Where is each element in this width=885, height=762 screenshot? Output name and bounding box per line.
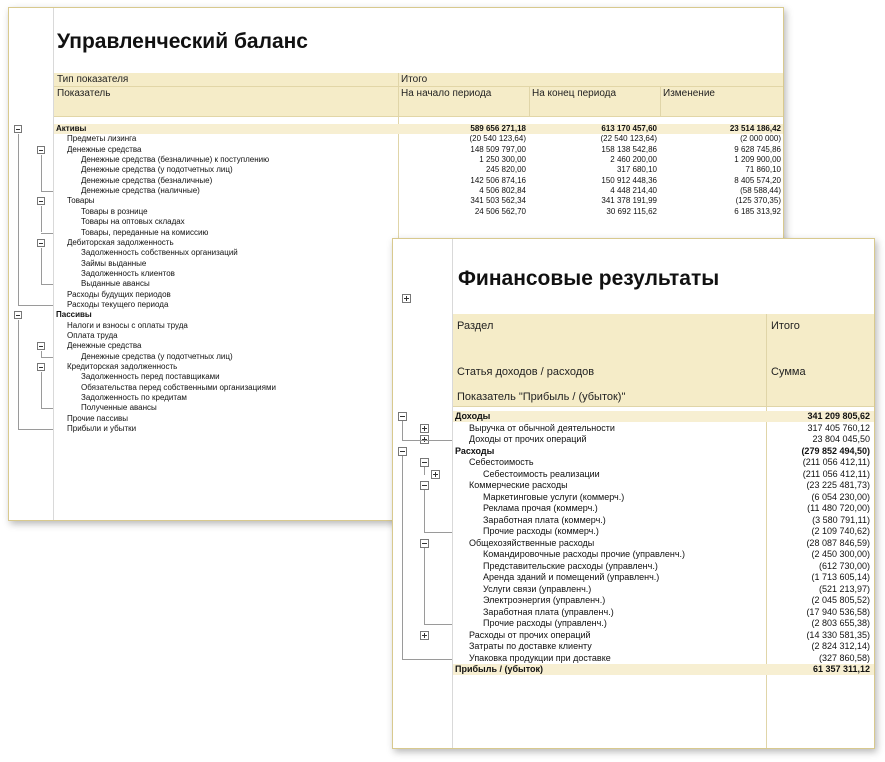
row-label: Расходы будущих периодов [67,289,171,299]
collapse-minus-icon[interactable] [14,125,22,133]
row-label: Товары на оптовых складах [81,217,185,227]
tree-line [41,206,42,232]
table-row[interactable] [453,641,874,652]
table-row[interactable] [453,618,874,629]
row-value: (327 860,58) [818,652,870,663]
financial-results-panel [392,238,875,749]
row-label: Маркетинговые услуги (коммерч.) [483,491,625,502]
row-label: Затраты по доставке клиенту [469,641,592,651]
row-label: Товары [67,196,95,206]
row-value: (2 803 655,38) [811,618,870,628]
tree-line [424,624,452,625]
value-change: 23 514 186,42 [729,124,781,133]
collapse-minus-icon[interactable] [14,311,22,319]
header-sum-label[interactable]: Сумма [771,366,806,378]
row-label: Денежные средства [67,341,142,351]
collapse-minus-icon[interactable] [37,342,45,350]
row-value: (23 225 481,73) [806,480,870,490]
header-total-label: Итого [771,320,800,332]
tree-line [18,305,53,306]
row-value: 61 357 311,12 [812,664,870,674]
row-label: Пассивы [56,310,92,320]
table-row[interactable] [453,595,874,606]
collapse-minus-icon[interactable] [37,239,45,247]
value-change: (2 000 000) [740,134,781,144]
table-row[interactable] [54,165,783,175]
expand-plus-icon[interactable] [402,294,411,303]
tree-line [41,372,42,408]
tree-line [41,408,53,409]
report-title: Управленческий баланс [57,30,308,53]
row-label: Денежные средства (у подотчетных лиц) [81,351,233,361]
row-label: Прибыли и убытки [67,424,137,434]
row-value: (2 109 740,62) [811,526,870,536]
row-label: Обязательства перед собственными организациями [81,382,276,392]
row-label: Заработная плата (управленч.) [483,606,614,617]
collapse-minus-icon[interactable] [420,481,429,490]
value-end: 341 378 191,99 [601,196,657,206]
value-end: 2 460 200,00 [610,155,657,165]
header-row-columns [54,87,783,117]
row-label: Займы выданные [81,258,147,268]
value-start: 589 656 271,18 [470,124,526,133]
row-label: Аренда зданий и помещений (управленч.) [483,572,660,582]
header-col-start[interactable]: На начало периода [401,88,492,99]
row-label: Товары в рознице [81,206,148,216]
header-indicator-label: Показатель "Прибыль / (убыток)" [457,391,626,403]
row-label: Дебиторская задолженность [67,237,174,247]
table-row[interactable] [453,572,874,583]
header-article-label: Статья доходов / расходов [457,366,595,378]
collapse-minus-icon[interactable] [398,447,407,456]
row-value: (28 087 846,59) [806,537,870,548]
table-row[interactable] [453,561,874,572]
row-label: Прочие расходы (управленч.) [483,618,607,628]
row-label: Денежные средства (у подотчетных лиц) [81,165,233,175]
row-label: Коммерческие расходы [469,480,568,490]
tree-line [18,320,19,429]
tree-line [424,548,425,625]
value-start: 245 820,00 [485,165,526,175]
tree-line [402,659,452,660]
tree-gutter [9,8,54,520]
header-col-end[interactable]: На конец периода [532,88,617,99]
row-label: Денежные средства [67,144,142,154]
value-end: 158 138 542,86 [601,144,657,154]
row-label: Заработная плата (коммерч.) [483,514,606,525]
tree-line [424,532,452,533]
table-row[interactable] [453,446,874,457]
table-row[interactable] [54,196,783,206]
row-label: Задолженность собственных организаций [81,248,238,258]
table-row[interactable] [453,423,874,434]
row-value: (2 450 300,00) [811,549,870,559]
row-label: Доходы [455,411,491,421]
tree-line [41,357,53,358]
row-value: (612 730,00) [818,560,870,571]
row-value: (1 713 605,14) [811,572,870,582]
tree-line [41,155,42,191]
collapse-minus-icon[interactable] [37,146,45,154]
collapse-minus-icon[interactable] [420,539,429,548]
collapse-minus-icon[interactable] [398,412,407,421]
header-section-label: Раздел [457,320,494,332]
row-value: (521 213,97) [818,583,870,594]
header-block [453,314,874,407]
table-row[interactable] [453,664,874,675]
tree-line [41,191,53,192]
row-label: Денежные средства (безналичные) [81,175,213,185]
row-label: Себестоимость реализации [483,468,600,479]
report-title: Финансовые результаты [458,267,720,290]
table-row[interactable] [54,145,783,155]
row-label: Полученные авансы [81,403,157,413]
collapse-minus-icon[interactable] [420,458,429,467]
table-row[interactable] [453,492,874,503]
value-start: (20 540 123,64) [469,134,526,144]
table-row[interactable] [453,515,874,526]
row-label: Активы [56,124,87,133]
table-row[interactable] [453,607,874,618]
value-end: 150 912 448,36 [601,175,657,185]
row-label: Расходы от прочих операций [469,629,591,640]
row-value: 341 209 805,62 [807,411,870,421]
row-label: Выданные авансы [81,279,150,289]
table-row[interactable] [54,186,783,196]
table-row[interactable] [453,457,874,468]
table-row[interactable] [54,124,783,134]
row-label: Электроэнергия (управленч.) [483,595,606,605]
row-value: (279 852 494,50) [801,445,870,456]
row-label: Задолженность клиентов [81,268,175,278]
row-label: Общехозяйственные расходы [469,537,595,548]
tree-line [402,421,403,440]
value-end: 30 692 115,62 [606,206,657,216]
value-start: 341 503 562,34 [470,196,526,206]
value-start: 148 509 797,00 [470,144,526,154]
value-change: 8 405 574,20 [734,175,781,185]
row-label: Задолженность перед поставщиками [81,372,220,382]
value-start: 142 506 874,16 [470,175,526,185]
row-value: (6 054 230,00) [811,491,870,502]
table-row[interactable] [453,526,874,537]
header-total-label: Итого [401,74,428,85]
table-row[interactable] [453,549,874,560]
value-end: 317 680,10 [616,165,657,175]
row-label: Денежные средства (безналичные) к поступлению [81,155,270,165]
row-label: Товары, переданные на комиссию [81,227,209,237]
row-label: Реклама прочая (коммерч.) [483,503,598,513]
tree-line [18,134,19,305]
header-col-change[interactable]: Изменение [663,88,715,99]
row-label: Прочие расходы (коммерч.) [483,526,599,536]
row-label: Командировочные расходы прочие (управленч.) [483,549,686,559]
row-label: Расходы [455,445,495,456]
row-value: 317 405 760,12 [807,422,870,433]
value-change: (125 370,35) [735,196,781,206]
table-row[interactable] [54,207,783,217]
header-bottom-border [453,406,874,407]
row-label: Доходы от прочих операций [469,434,587,444]
tree-line [402,456,403,659]
value-change: 71 860,10 [745,165,781,175]
value-start: 24 506 562,70 [474,206,526,216]
row-value: (2 824 312,14) [811,641,870,651]
value-change: 6 185 313,92 [734,206,781,216]
tree-line [424,467,425,475]
row-value: (211 056 412,11) [802,457,870,467]
header-type-label: Тип показателя [57,74,129,85]
row-label: Кредиторская задолженность [67,362,178,372]
value-end: 613 170 457,60 [601,124,657,133]
row-label: Выручка от обычной деятельности [469,422,615,433]
expand-plus-icon[interactable] [420,631,429,640]
value-end: 4 448 214,40 [610,186,657,196]
collapse-minus-icon[interactable] [37,363,45,371]
expand-plus-icon[interactable] [420,424,429,433]
row-label: Налоги и взносы с оплаты труда [67,320,188,330]
value-change: 9 628 745,86 [734,144,781,154]
row-label: Задолженность по кредитам [81,393,187,403]
tree-line [41,284,53,285]
row-label: Денежные средства (наличные) [81,186,200,196]
table-row[interactable] [453,480,874,491]
table-row[interactable] [54,176,783,186]
table-row[interactable] [453,411,874,422]
row-value: (211 056 412,11) [802,468,870,479]
row-value: (11 480 720,00) [807,503,870,513]
row-label: Упаковка продукции при доставке [469,652,611,663]
column-divider [660,87,661,116]
table-row[interactable] [453,630,874,641]
table-row[interactable] [453,503,874,514]
collapse-minus-icon[interactable] [37,197,45,205]
value-end: (22 540 123,64) [600,134,657,144]
row-value: (14 330 581,35) [806,629,870,640]
row-label: Себестоимость [469,457,534,467]
row-label: Расходы текущего периода [67,299,169,309]
table-row[interactable] [453,584,874,595]
table-row[interactable] [453,469,874,480]
row-label: Прочие пассивы [67,413,129,423]
header-row-type [54,73,783,87]
table-row[interactable] [54,228,783,238]
table-row[interactable] [453,653,874,664]
row-value: (2 045 805,52) [811,595,870,605]
value-start: 4 506 802,84 [479,186,526,196]
value-start: 1 250 300,00 [479,155,526,165]
column-divider [529,87,530,116]
tree-line [18,429,53,430]
tree-line [402,440,452,441]
row-label: Оплата труда [67,331,118,340]
expand-plus-icon[interactable] [431,470,440,479]
table-row[interactable] [453,538,874,549]
tree-line [41,233,53,234]
row-value: 23 804 045,50 [812,434,870,444]
row-label: Представительские расходы (управленч.) [483,560,658,571]
table-row[interactable] [453,434,874,445]
row-value: (3 580 791,11) [812,514,870,525]
tree-line [41,248,42,284]
table-row[interactable] [54,134,783,144]
row-label: Прибыль / (убыток) [455,664,544,674]
value-change: 1 209 900,00 [734,155,781,165]
row-value: (17 940 536,58) [806,606,870,617]
row-label: Услуги связи (управленч.) [483,583,592,594]
tree-line [424,490,425,532]
table-row[interactable] [54,155,783,165]
table-row[interactable] [54,217,783,227]
header-indicator-label: Показатель [57,88,111,99]
row-label: Предметы лизинга [67,134,137,144]
value-change: (58 588,44) [740,186,781,196]
